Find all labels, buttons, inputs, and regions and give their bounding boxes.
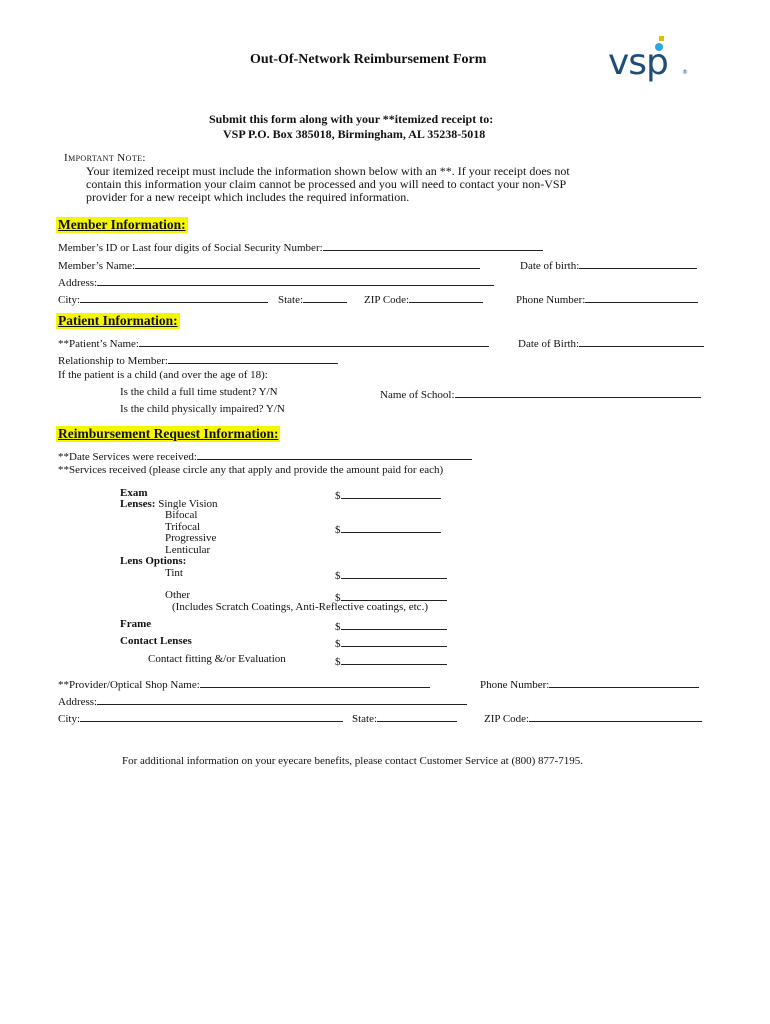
- provider-city-field[interactable]: [80, 710, 343, 722]
- lenses-amount-field[interactable]: [341, 521, 441, 533]
- member-id-label: Member’s ID or Last four digits of Social Security Number:: [58, 242, 323, 254]
- exam-amount-field[interactable]: [341, 487, 441, 499]
- single-vision-option[interactable]: Single Vision: [158, 498, 218, 510]
- contact-lenses-amount-field[interactable]: [341, 635, 447, 647]
- vsp-logo: [608, 36, 692, 88]
- tint-amount-field[interactable]: [341, 567, 447, 579]
- member-id-row: [58, 239, 543, 254]
- frame-label: Frame: [120, 618, 152, 630]
- member-city-row: [58, 291, 268, 306]
- patient-dob-field[interactable]: [579, 335, 704, 347]
- member-name-field[interactable]: [135, 257, 480, 269]
- fulltime-student-label: Is the child a full time student? Y/N: [120, 386, 278, 398]
- provider-city-row: [58, 710, 343, 725]
- patient-name-label: **Patient’s Name:: [58, 338, 139, 350]
- relationship-label: Relationship to Member:: [58, 355, 168, 367]
- member-id-field[interactable]: [323, 239, 543, 251]
- member-name-label: Member’s Name:: [58, 260, 136, 272]
- service-date-row: [58, 448, 472, 463]
- member-city-field[interactable]: [80, 291, 268, 303]
- services-received-label: **Services received (please circle any that apply and provide the amount paid for each): [58, 464, 444, 476]
- provider-name-row: [58, 676, 430, 691]
- note-line-2: contain this information your claim cannot be processed and you will need to contact your non-VSP: [86, 177, 567, 191]
- service-date-field[interactable]: [197, 448, 472, 460]
- relationship-row: [58, 352, 338, 367]
- provider-zip-row: [484, 710, 702, 725]
- member-zip-field[interactable]: [409, 291, 483, 303]
- member-state-field[interactable]: [303, 291, 347, 303]
- dollar-sign: $: [335, 656, 341, 668]
- lenses-label: Lenses:: [120, 498, 156, 510]
- provider-zip-field[interactable]: [529, 710, 702, 722]
- exam-label: Exam: [120, 487, 148, 499]
- member-address-label: Address:: [58, 277, 98, 289]
- dollar-sign: $: [335, 490, 341, 502]
- patient-info-heading: Patient Information:: [58, 313, 178, 328]
- member-phone-field[interactable]: [585, 291, 698, 303]
- logo-text: vsp: [608, 42, 668, 83]
- trifocal-option[interactable]: Trifocal: [165, 521, 201, 533]
- other-option[interactable]: Other: [165, 589, 191, 601]
- provider-address-label: Address:: [58, 696, 98, 708]
- member-info-heading: Member Information:: [58, 217, 186, 232]
- member-zip-label: ZIP Code:: [364, 294, 410, 306]
- tint-amount-row: [335, 567, 447, 582]
- provider-phone-row: [480, 676, 699, 691]
- provider-phone-label: Phone Number:: [480, 679, 550, 691]
- member-phone-label: Phone Number:: [516, 294, 586, 306]
- frame-amount-row: [335, 618, 447, 633]
- member-name-row: [58, 257, 480, 272]
- provider-state-row: [352, 710, 457, 725]
- note-line-3: provider for a new receipt which includes the required information.: [86, 190, 410, 204]
- patient-dob-row: [518, 335, 704, 350]
- child-condition-label: If the patient is a child (and over the age of 18):: [58, 369, 268, 381]
- dollar-sign: $: [335, 592, 341, 604]
- form-title: Out-Of-Network Reimbursement Form: [250, 52, 487, 67]
- progressive-option[interactable]: Progressive: [165, 532, 217, 544]
- member-dob-row: [520, 257, 697, 272]
- member-dob-field[interactable]: [579, 257, 697, 269]
- other-amount-field[interactable]: [341, 589, 447, 601]
- submit-address: VSP P.O. Box 385018, Birmingham, AL 35238-5018: [223, 127, 486, 141]
- contact-lenses-amount-row: [335, 635, 447, 650]
- provider-city-label: City:: [58, 713, 81, 725]
- note-line-1: Your itemized receipt must include the information shown below with an **. If your receipt does not: [86, 164, 570, 178]
- dollar-sign: $: [335, 638, 341, 650]
- provider-phone-field[interactable]: [549, 676, 699, 688]
- patient-dob-label: Date of Birth:: [518, 338, 580, 350]
- member-address-row: [58, 274, 494, 289]
- provider-zip-label: ZIP Code:: [484, 713, 530, 725]
- school-field[interactable]: [455, 386, 701, 398]
- patient-name-field[interactable]: [139, 335, 489, 347]
- important-note-label: Important Note:: [64, 152, 146, 164]
- member-dob-label: Date of birth:: [520, 260, 580, 272]
- dollar-sign: $: [335, 570, 341, 582]
- tint-option[interactable]: Tint: [165, 567, 183, 579]
- frame-amount-field[interactable]: [341, 618, 447, 630]
- provider-name-label: **Provider/Optical Shop Name:: [58, 679, 200, 691]
- school-label: Name of School:: [380, 389, 455, 401]
- provider-state-label: State:: [352, 713, 378, 725]
- member-state-label: State:: [278, 294, 304, 306]
- member-zip-row: [364, 291, 483, 306]
- dollar-sign: $: [335, 524, 341, 536]
- impaired-label: Is the child physically impaired? Y/N: [120, 403, 285, 415]
- logo-yellow-square-icon: [659, 36, 664, 41]
- contact-fitting-amount-row: [335, 653, 447, 668]
- provider-address-row: [58, 693, 467, 708]
- submit-line-1: Submit this form along with your **itemized receipt to:: [209, 112, 494, 126]
- member-state-row: [278, 291, 347, 306]
- member-address-field[interactable]: [97, 274, 494, 286]
- school-row: [380, 386, 701, 401]
- logo-registered-mark: ®: [682, 69, 688, 76]
- lenticular-option[interactable]: Lenticular: [165, 544, 211, 556]
- contact-fitting-amount-field[interactable]: [341, 653, 447, 665]
- service-date-label: **Date Services were received:: [58, 451, 197, 463]
- member-city-label: City:: [58, 294, 81, 306]
- patient-name-row: [58, 335, 489, 350]
- lenses-amount-row: [335, 521, 441, 536]
- other-note: (Includes Scratch Coatings, Anti-Reflective coatings, etc.): [172, 601, 428, 613]
- dollar-sign: $: [335, 621, 341, 633]
- provider-name-field[interactable]: [200, 676, 430, 688]
- contact-fitting-label: Contact fitting &/or Evaluation: [148, 653, 286, 665]
- provider-address-field[interactable]: [97, 693, 467, 705]
- member-phone-row: [516, 291, 698, 306]
- footer-contact-text: For additional information on your eyecare benefits, please contact Customer Service at (800) 877-7195.: [122, 755, 583, 767]
- relationship-field[interactable]: [168, 352, 338, 364]
- bifocal-option[interactable]: Bifocal: [165, 509, 198, 521]
- provider-state-field[interactable]: [377, 710, 457, 722]
- lens-options-label: Lens Options:: [120, 555, 187, 567]
- exam-amount-row: [335, 487, 441, 502]
- reimbursement-heading: Reimbursement Request Information:: [58, 426, 279, 441]
- contact-lenses-label: Contact Lenses: [120, 635, 192, 647]
